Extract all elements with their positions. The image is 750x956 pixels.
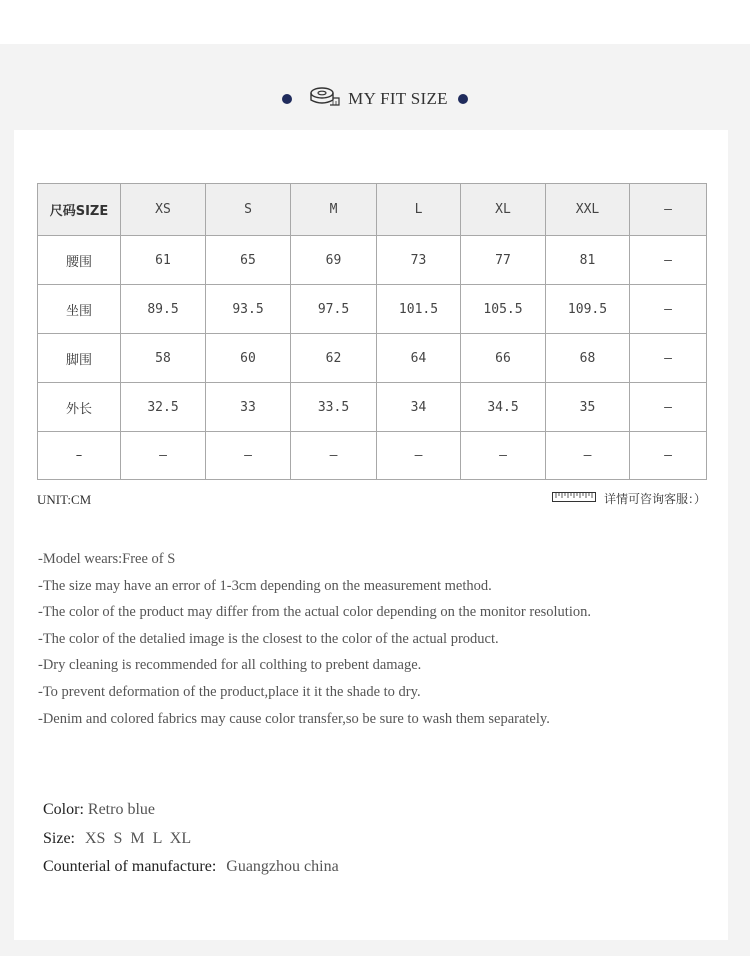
size-table-row-label: 外长: [38, 383, 121, 432]
size-table-row-label: –: [38, 432, 121, 480]
size-table-cell: –: [377, 432, 461, 480]
size-value: XS S M L XL: [85, 829, 192, 847]
size-row: [43, 825, 339, 854]
size-table: [37, 183, 707, 480]
size-table-row-label: 尺码SIZE: [38, 184, 121, 236]
size-table-header-row: [38, 184, 707, 236]
size-table-cell: XXL: [546, 184, 630, 236]
size-table-cell: 33: [206, 383, 291, 432]
size-table-cell: –: [630, 236, 707, 285]
size-table-cell: XS: [121, 184, 206, 236]
fit-size-header: [0, 84, 750, 114]
ruler-icon: [552, 491, 596, 506]
size-table-cell: 62: [291, 334, 377, 383]
size-table-cell: 58: [121, 334, 206, 383]
contact-note: [552, 490, 706, 507]
origin-label: Counterial of manufacture:: [43, 858, 217, 875]
origin-row: [43, 853, 339, 882]
size-table-cell: 68: [546, 334, 630, 383]
size-table-row: [38, 383, 707, 432]
size-table-cell: 64: [377, 334, 461, 383]
size-table-cell: –: [630, 432, 707, 480]
size-table-cell: 33.5: [291, 383, 377, 432]
color-row: [43, 796, 339, 825]
size-table-cell: –: [630, 334, 707, 383]
size-table-cell: 66: [461, 334, 546, 383]
size-table-cell: –: [546, 432, 630, 480]
size-table-cell: 73: [377, 236, 461, 285]
size-table-cell: 89.5: [121, 285, 206, 334]
size-label: Size:: [43, 829, 75, 847]
contact-text: 详情可咨询客服：）: [603, 492, 706, 506]
size-table-row-label: 脚围: [38, 334, 121, 383]
size-table-row: [38, 285, 707, 334]
size-info-card: [14, 130, 728, 940]
color-label: Color:: [43, 801, 84, 818]
color-value: Retro blue: [87, 801, 155, 818]
note-item: -The color of the detalied image is the closest to the color of the actual product.: [38, 630, 499, 647]
size-table-cell: –: [630, 285, 707, 334]
size-table-row-label: 腰围: [38, 236, 121, 285]
size-table-cell: 77: [461, 236, 546, 285]
unit-label: UNIT:CM: [37, 492, 92, 507]
note-item: -The color of the product may differ from the actual color depending on the monitor resolution.: [38, 604, 591, 621]
size-table-cell: 35: [546, 383, 630, 432]
size-table-cell: –: [630, 383, 707, 432]
size-table-cell: 109.5: [546, 285, 630, 334]
left-dot-icon: [282, 94, 292, 104]
size-table-cell: 97.5: [291, 285, 377, 334]
measuring-tape-icon: [304, 86, 340, 113]
right-dot-icon: [458, 94, 468, 104]
size-table-cell: M: [291, 184, 377, 236]
origin-value: Guangzhou china: [226, 858, 339, 875]
size-table-cell: 61: [121, 236, 206, 285]
size-table-cell: L: [377, 184, 461, 236]
product-info: [43, 796, 339, 882]
note-item: -The size may have an error of 1-3cm depending on the measurement method.: [38, 577, 492, 594]
size-table-cell: 34: [377, 383, 461, 432]
size-table-cell: 81: [546, 236, 630, 285]
size-table-cell: S: [206, 184, 291, 236]
note-item: -Model wears:Free of S: [38, 551, 176, 567]
size-table-cell: 105.5: [461, 285, 546, 334]
header-title: MY FIT SIZE: [348, 89, 448, 108]
size-table-row: [38, 236, 707, 285]
size-table-cell: 101.5: [377, 285, 461, 334]
size-table-cell: 32.5: [121, 383, 206, 432]
size-table-cell: –: [461, 432, 546, 480]
size-table-cell: –: [291, 432, 377, 480]
size-table-cell: 60: [206, 334, 291, 383]
size-table-cell: 93.5: [206, 285, 291, 334]
note-item: -Denim and colored fabrics may cause color transfer,so be sure to wash them separately.: [38, 710, 550, 727]
size-table-row-label: 坐围: [38, 285, 121, 334]
size-table-row: [38, 334, 707, 383]
note-item: -Dry cleaning is recommended for all colthing to prebent damage.: [38, 657, 422, 674]
size-table-cell: 69: [291, 236, 377, 285]
size-table-cell: 65: [206, 236, 291, 285]
size-table-cell: 34.5: [461, 383, 546, 432]
care-notes: [38, 546, 591, 732]
size-table-cell: –: [206, 432, 291, 480]
note-item: -To prevent deformation of the product,place it it the shade to dry.: [38, 683, 421, 700]
size-table-cell: –: [630, 184, 707, 236]
size-table-cell: XL: [461, 184, 546, 236]
size-table-cell: –: [121, 432, 206, 480]
top-band: [0, 0, 750, 44]
size-table-row: [38, 432, 707, 480]
